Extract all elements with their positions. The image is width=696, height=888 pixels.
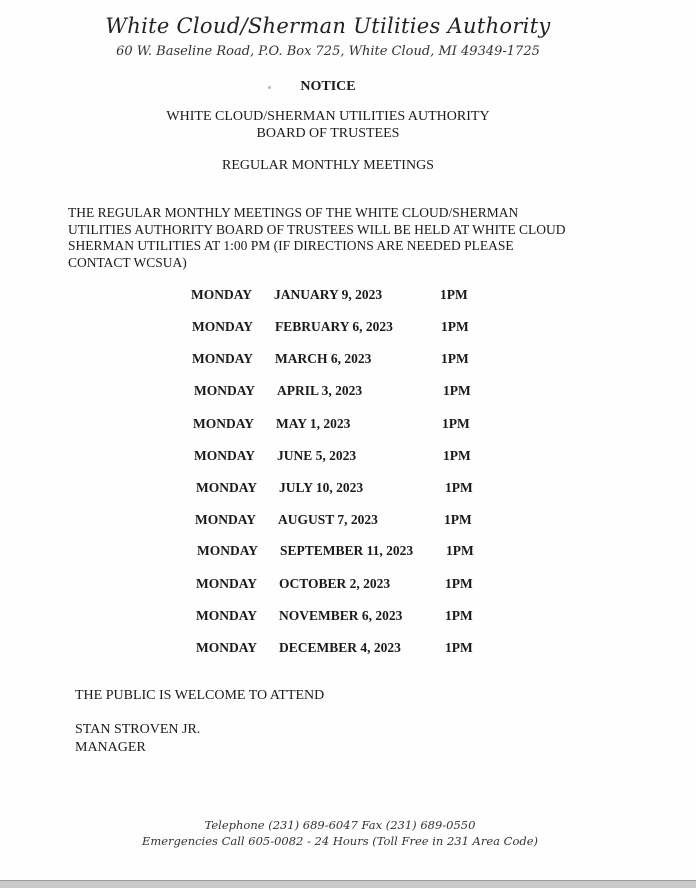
footer-phone-fax: Telephone (231) 689-6047 Fax (231) 689-0550 bbox=[204, 818, 476, 832]
meeting-time: 1PM bbox=[443, 383, 471, 398]
meeting-row bbox=[192, 351, 492, 371]
meeting-date: JUNE 5, 2023 bbox=[277, 448, 357, 463]
meeting-day: MONDAY bbox=[196, 640, 258, 655]
meeting-time: 1PM bbox=[445, 608, 473, 623]
meeting-row bbox=[191, 287, 491, 307]
meetings-title: REGULAR MONTHLY MEETINGS bbox=[222, 158, 434, 173]
meeting-time: 1PM bbox=[445, 640, 473, 655]
letterhead-org-name: White Cloud/Sherman Utilities Authority bbox=[105, 14, 551, 38]
meeting-row bbox=[196, 640, 496, 660]
meeting-time: 1PM bbox=[444, 512, 472, 527]
meeting-time: 1PM bbox=[446, 543, 474, 558]
letterhead-address: 60 W. Baseline Road, P.O. Box 725, White Cloud, MI 49349-1725 bbox=[116, 44, 540, 59]
meeting-day: MONDAY bbox=[196, 608, 258, 623]
meeting-day: MONDAY bbox=[196, 576, 258, 591]
board-line-1: WHITE CLOUD/SHERMAN UTILITIES AUTHORITY bbox=[166, 109, 490, 124]
meeting-time: 1PM bbox=[443, 448, 471, 463]
meeting-time: 1PM bbox=[445, 480, 473, 495]
signer-title: MANAGER bbox=[75, 740, 146, 755]
meeting-row bbox=[197, 543, 497, 563]
meeting-row bbox=[194, 448, 494, 468]
meeting-time: 1PM bbox=[442, 416, 470, 431]
intro-paragraph: THE REGULAR MONTHLY MEETINGS OF THE WHITE CLOUD/SHERMAN UTILITIES AUTHORITY BOARD OF TRUSTEES WILL BE HELD AT WHITE CLOUD SHERMAN UTILITIES AT 1:00 PM (IF DIRECTIONS ARE NEEDED PLEASE CONTACT WCSUA) bbox=[68, 205, 566, 270]
meeting-day: MONDAY bbox=[197, 543, 259, 558]
meeting-date: JULY 10, 2023 bbox=[279, 480, 364, 495]
meeting-date: FEBRUARY 6, 2023 bbox=[275, 319, 393, 334]
meeting-date: NOVEMBER 6, 2023 bbox=[279, 608, 403, 623]
meeting-row bbox=[194, 383, 494, 403]
meeting-row bbox=[196, 576, 496, 596]
meeting-date: AUGUST 7, 2023 bbox=[278, 512, 378, 527]
meeting-time: 1PM bbox=[441, 319, 469, 334]
meeting-row bbox=[193, 416, 493, 436]
meeting-row bbox=[196, 608, 496, 628]
meeting-day: MONDAY bbox=[194, 448, 256, 463]
meeting-time: 1PM bbox=[440, 287, 468, 302]
meeting-date: OCTOBER 2, 2023 bbox=[279, 576, 391, 591]
meeting-date: SEPTEMBER 11, 2023 bbox=[280, 543, 414, 558]
meeting-date: JANUARY 9, 2023 bbox=[274, 287, 383, 302]
meeting-date: APRIL 3, 2023 bbox=[277, 383, 363, 398]
meeting-row bbox=[192, 319, 492, 339]
meeting-day: MONDAY bbox=[194, 383, 256, 398]
meeting-day: MONDAY bbox=[191, 287, 253, 302]
meeting-row bbox=[195, 512, 495, 532]
meeting-row bbox=[196, 480, 496, 500]
meeting-day: MONDAY bbox=[192, 351, 254, 366]
meeting-time: 1PM bbox=[441, 351, 469, 366]
notice-title: NOTICE bbox=[300, 79, 356, 94]
meeting-date: MARCH 6, 2023 bbox=[275, 351, 372, 366]
meeting-date: MAY 1, 2023 bbox=[276, 416, 351, 431]
meeting-day: MONDAY bbox=[193, 416, 255, 431]
signer-name: STAN STROVEN JR. bbox=[75, 722, 201, 737]
meeting-day: MONDAY bbox=[192, 319, 254, 334]
meeting-time: 1PM bbox=[445, 576, 473, 591]
public-welcome-text: THE PUBLIC IS WELCOME TO ATTEND bbox=[75, 688, 325, 703]
meeting-date: DECEMBER 4, 2023 bbox=[279, 640, 401, 655]
meeting-day: MONDAY bbox=[196, 480, 258, 495]
footer-emergency-line: Emergencies Call 605-0082 - 24 Hours (Toll Free in 231 Area Code) bbox=[141, 834, 539, 848]
board-line-2: BOARD OF TRUSTEES bbox=[256, 126, 400, 141]
meeting-day: MONDAY bbox=[195, 512, 257, 527]
